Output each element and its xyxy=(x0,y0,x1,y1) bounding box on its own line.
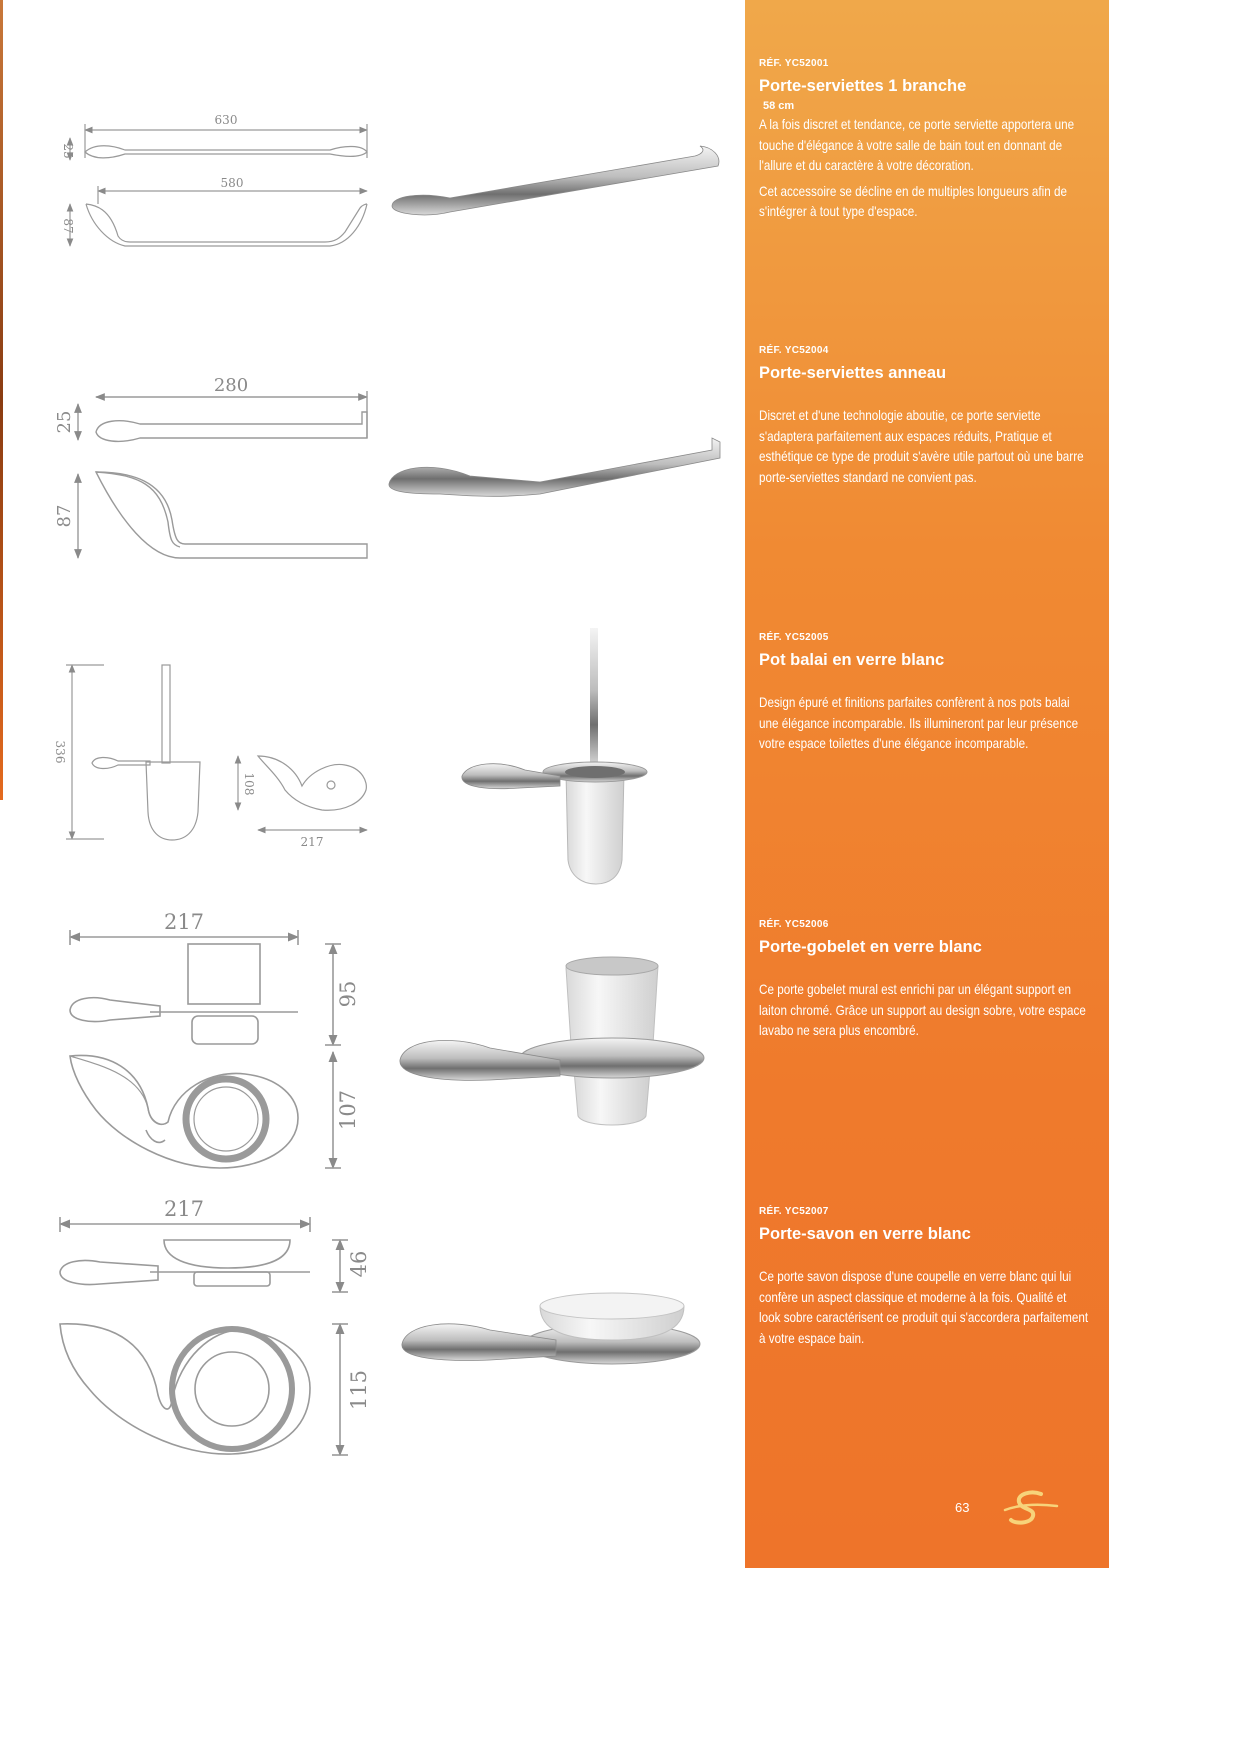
photo-tumbler-holder xyxy=(400,957,704,1125)
dimension-label: 115 xyxy=(347,1369,371,1411)
photo-towel-bar xyxy=(392,146,719,215)
product-ref: RÉF. YC52007 xyxy=(759,1206,829,1217)
product-description xyxy=(759,980,1089,1042)
description-paragraph: Discret et d'une technologie aboutie, ce porte serviette s'adaptera parfaitement aux espaces réduits, Pratique et esthétique ce type de produit s'avère utile partout où une barre porte-serviettes standard ne convient pas. xyxy=(759,408,1084,485)
description-paragraph: Design épuré et finitions parfaites confèrent à nos pots balai une élégance incomparable. Ils illumineront par leur présence votre espace toilettes d'une élégance incomparable. xyxy=(759,695,1079,751)
dimension-label: 336 xyxy=(53,740,67,764)
description-paragraph: A la fois discret et tendance, ce porte serviette apportera une touche d'élégance à votre salle de bain tout en donnant de l'allure et du caractère à votre décoration. xyxy=(759,117,1075,173)
product-description xyxy=(759,693,1089,755)
product-description xyxy=(759,406,1089,488)
product-ref: RÉF. YC52004 xyxy=(759,345,829,356)
drawing-toilet-brush xyxy=(66,665,367,840)
product-title: Porte-savon en verre blanc xyxy=(759,1225,971,1243)
product-size: 58 cm xyxy=(763,100,795,112)
dimension-label: 107 xyxy=(336,1089,360,1131)
product-title: Pot balai en verre blanc xyxy=(759,651,945,669)
product-card-yc52006 xyxy=(759,919,1089,1047)
product-card-yc52007 xyxy=(759,1206,1089,1354)
dimension-label: 87 xyxy=(61,218,75,234)
drawing-towel-ring xyxy=(78,391,367,558)
product-card-yc52005 xyxy=(759,632,1089,760)
product-title: Porte-serviettes 1 branche xyxy=(759,77,967,95)
product-card-yc52001 xyxy=(759,58,1089,228)
drawing-tumbler-holder xyxy=(70,930,341,1168)
photo-toilet-brush xyxy=(462,628,647,884)
product-title: Porte-serviettes anneau xyxy=(759,364,947,382)
dimension-label: 25 xyxy=(54,410,75,434)
photo-soap-dish xyxy=(402,1293,700,1364)
dimension-label: 580 xyxy=(220,176,244,190)
description-column xyxy=(745,0,1109,1568)
dimension-label: 217 xyxy=(163,910,205,934)
description-paragraph: Ce porte gobelet mural est enrichi par un élégant support en laiton chromé. Grâce un support au design sobre, votre espace lavabo ne sera plus encombré. xyxy=(759,982,1086,1038)
description-paragraph: Cet accessoire se décline en de multiples longueurs afin de s'intégrer à tout type d'espace. xyxy=(759,183,1068,219)
page-number: 63 xyxy=(955,1500,970,1515)
brand-logo-icon xyxy=(1001,1488,1061,1532)
dimension-label: 630 xyxy=(214,113,238,127)
product-ref: RÉF. YC52006 xyxy=(759,919,829,930)
photo-towel-ring xyxy=(389,438,720,496)
description-paragraph: Ce porte savon dispose d'une coupelle en verre blanc qui lui confère un aspect classique et moderne à la fois. Qualité et look sobre caractérisent ce produit qui s'accordera parfaitement à votre espace bain. xyxy=(759,1269,1089,1346)
dimension-label: 217 xyxy=(163,1197,205,1221)
drawing-towel-bar xyxy=(70,124,367,246)
drawing-soap-dish xyxy=(60,1217,348,1455)
dimension-label: 87 xyxy=(54,504,75,528)
product-card-yc52004 xyxy=(759,345,1089,493)
dimension-label: 25 xyxy=(61,143,75,159)
dimension-label: 46 xyxy=(347,1250,371,1278)
product-title: Porte-gobelet en verre blanc xyxy=(759,938,982,956)
product-description xyxy=(759,1267,1089,1349)
product-ref: RÉF. YC52001 xyxy=(759,58,829,69)
dimension-label: 108 xyxy=(242,772,256,796)
product-description xyxy=(759,115,1089,223)
dimension-label: 95 xyxy=(336,980,360,1008)
dimension-label: 280 xyxy=(213,375,249,396)
dimension-label: 217 xyxy=(300,835,324,849)
product-ref: RÉF. YC52005 xyxy=(759,632,829,643)
